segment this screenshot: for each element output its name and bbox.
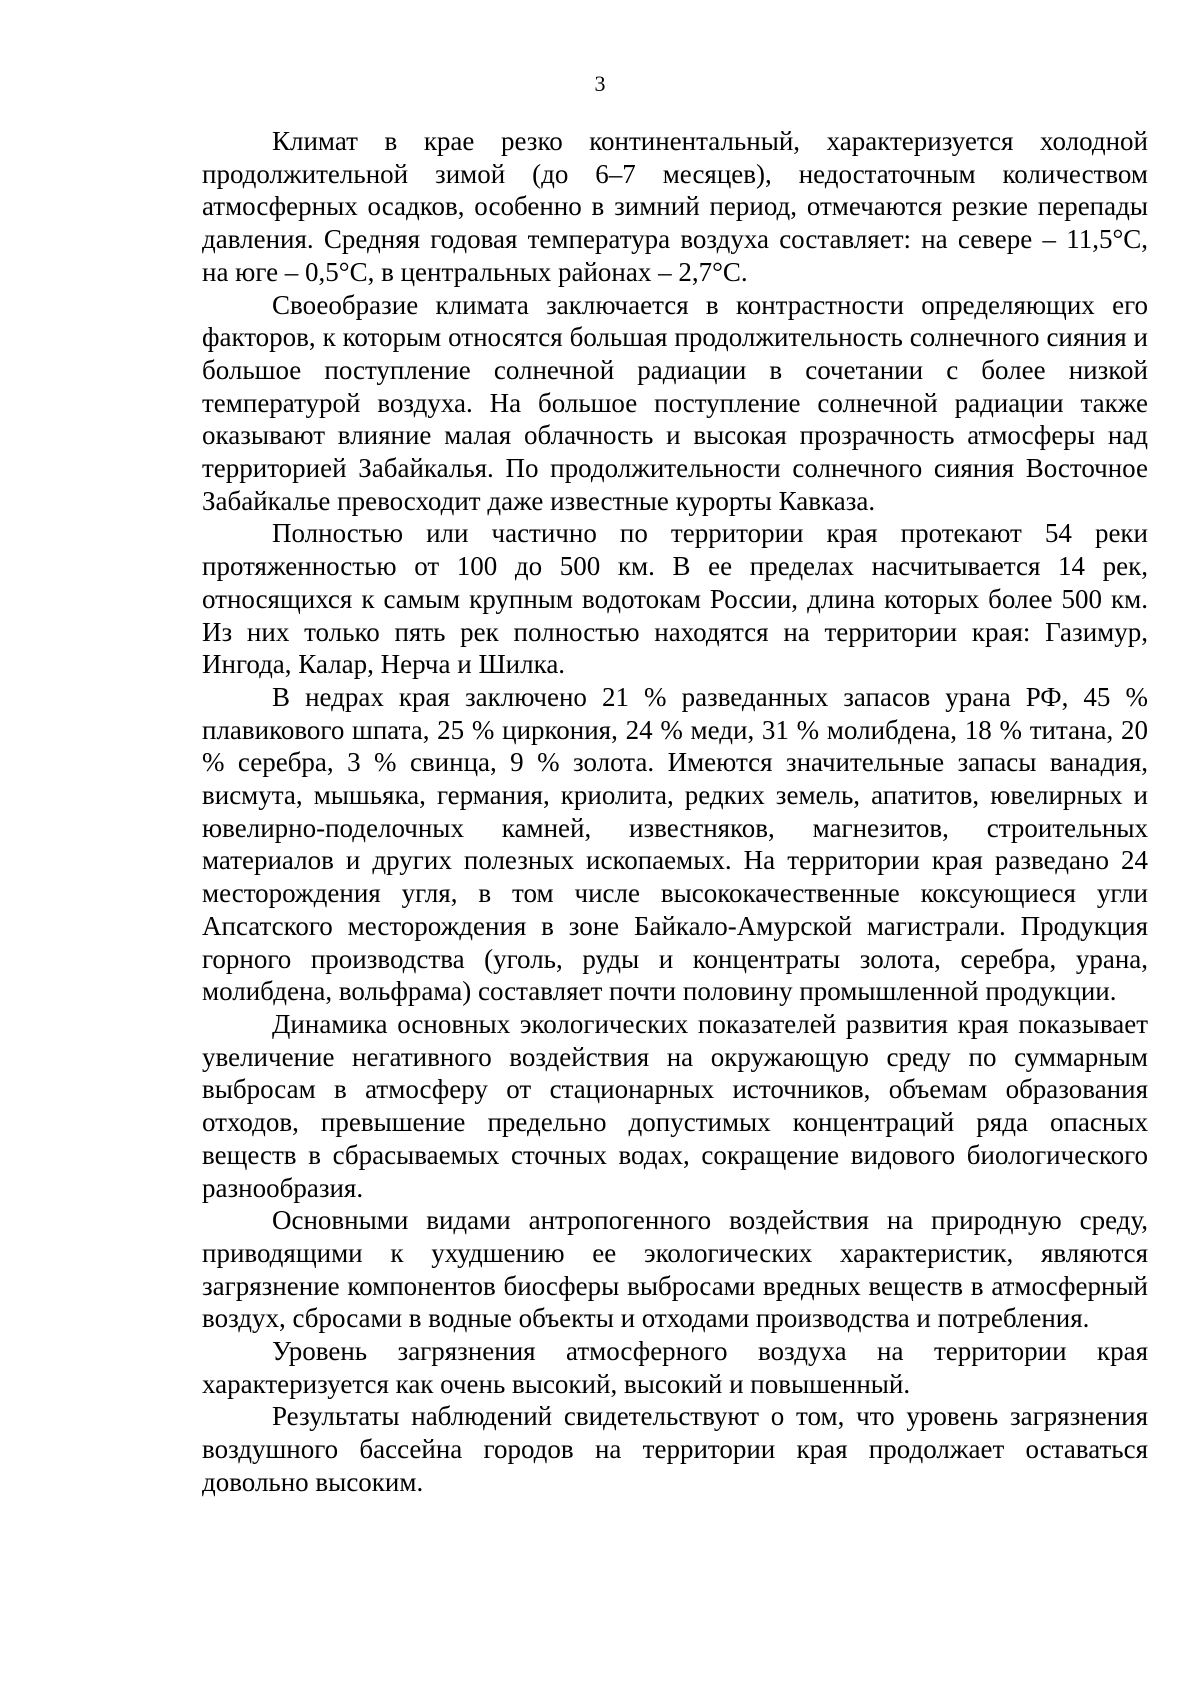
- paragraph-mineral-resources: В недрах края заключено 21 % разведанных запасов урана РФ, 45 % плавикового шпата, 25 % циркония, 24 % меди, 31 % молибдена, 18 % титана, 20 % серебра, 3 % свинца, 9 % золота. Имеются значительные запасы ванадия, висмута, мышьяка, германия, криолита, редких земель, апатитов, ювелирных и ювелирно-поделочных камней, известняков, магнезитов, строительных материалов и других полезных ископаемых. На территории края разведано 24 месторождения угля, в том числе высококачественные коксующиеся угли Апсатского месторождения в зоне Байкало-Амурской магистрали. Продукция горного производства (уголь, руды и концентраты золота, серебра, урана, молибдена, вольфрама) составляет почти половину промышленной продукции.: [202, 681, 1148, 1007]
- paragraph-climate: Климат в крае резко континентальный, характеризуется холодной продолжительной зимой (до 6–7 месяцев), недостаточным количеством атмосферных осадков, особенно в зимний период, отмечаются резкие перепады давления. Средняя годовая температура воздуха составляет: на севере – 11,5°С, на юге – 0,5°С, в центральных районах – 2,7°С.: [202, 126, 1148, 287]
- document-body: [202, 125, 1148, 1499]
- paragraph-air-pollution-level: Уровень загрязнения атмосферного воздуха на территории края характеризуется как очень высокий, высокий и повышенный.: [202, 1336, 1148, 1399]
- page-number: 3: [594, 71, 606, 96]
- paragraph-anthropogenic-impact: Основными видами антропогенного воздействия на природную среду, приводящими к ухудшению ее экологических характеристик, являются загрязнение компонентов биосферы выбросами вредных веществ в атмосферный воздух, сбросами в водные объекты и отходами производства и потребления.: [202, 1205, 1148, 1334]
- paragraph-observation-results: Результаты наблюдений свидетельствуют о том, что уровень загрязнения воздушного бассейна городов на территории края продолжает оставаться довольно высоким.: [202, 1401, 1148, 1497]
- paragraph-ecology-dynamics: Динамика основных экологических показателей развития края показывает увеличение негативного воздействия на окружающую среду по суммарным выбросам в атмосферу от стационарных источников, объемам образования отходов, превышение предельно допустимых концентраций ряда опасных веществ в сбрасываемых сточных водах, сокращение видового биологического разнообразия.: [202, 1008, 1148, 1203]
- paragraph-rivers: Полностью или частично по территории края протекают 54 реки протяженностью от 100 до 500 км. В ее пределах насчитывается 14 рек, относящихся к самым крупным водотокам России, длина которых более 500 км. Из них только пять рек полностью находятся на территории края: Газимур, Ингода, Калар, Нерча и Шилка.: [202, 518, 1148, 680]
- paragraph-climate-features: Своеобразие климата заключается в контрастности определяющих его факторов, к которым относятся большая продолжительность солнечного сияния и большое поступление солнечной радиации в сочетании с более низкой температурой воздуха. На большое поступление солнечной радиации также оказывают влияние малая облачность и высокая прозрачность атмосферы над территорией Забайкалья. По продолжительности солнечного сияния Восточное Забайкалье превосходит даже известные курорты Кавказа.: [202, 289, 1148, 516]
